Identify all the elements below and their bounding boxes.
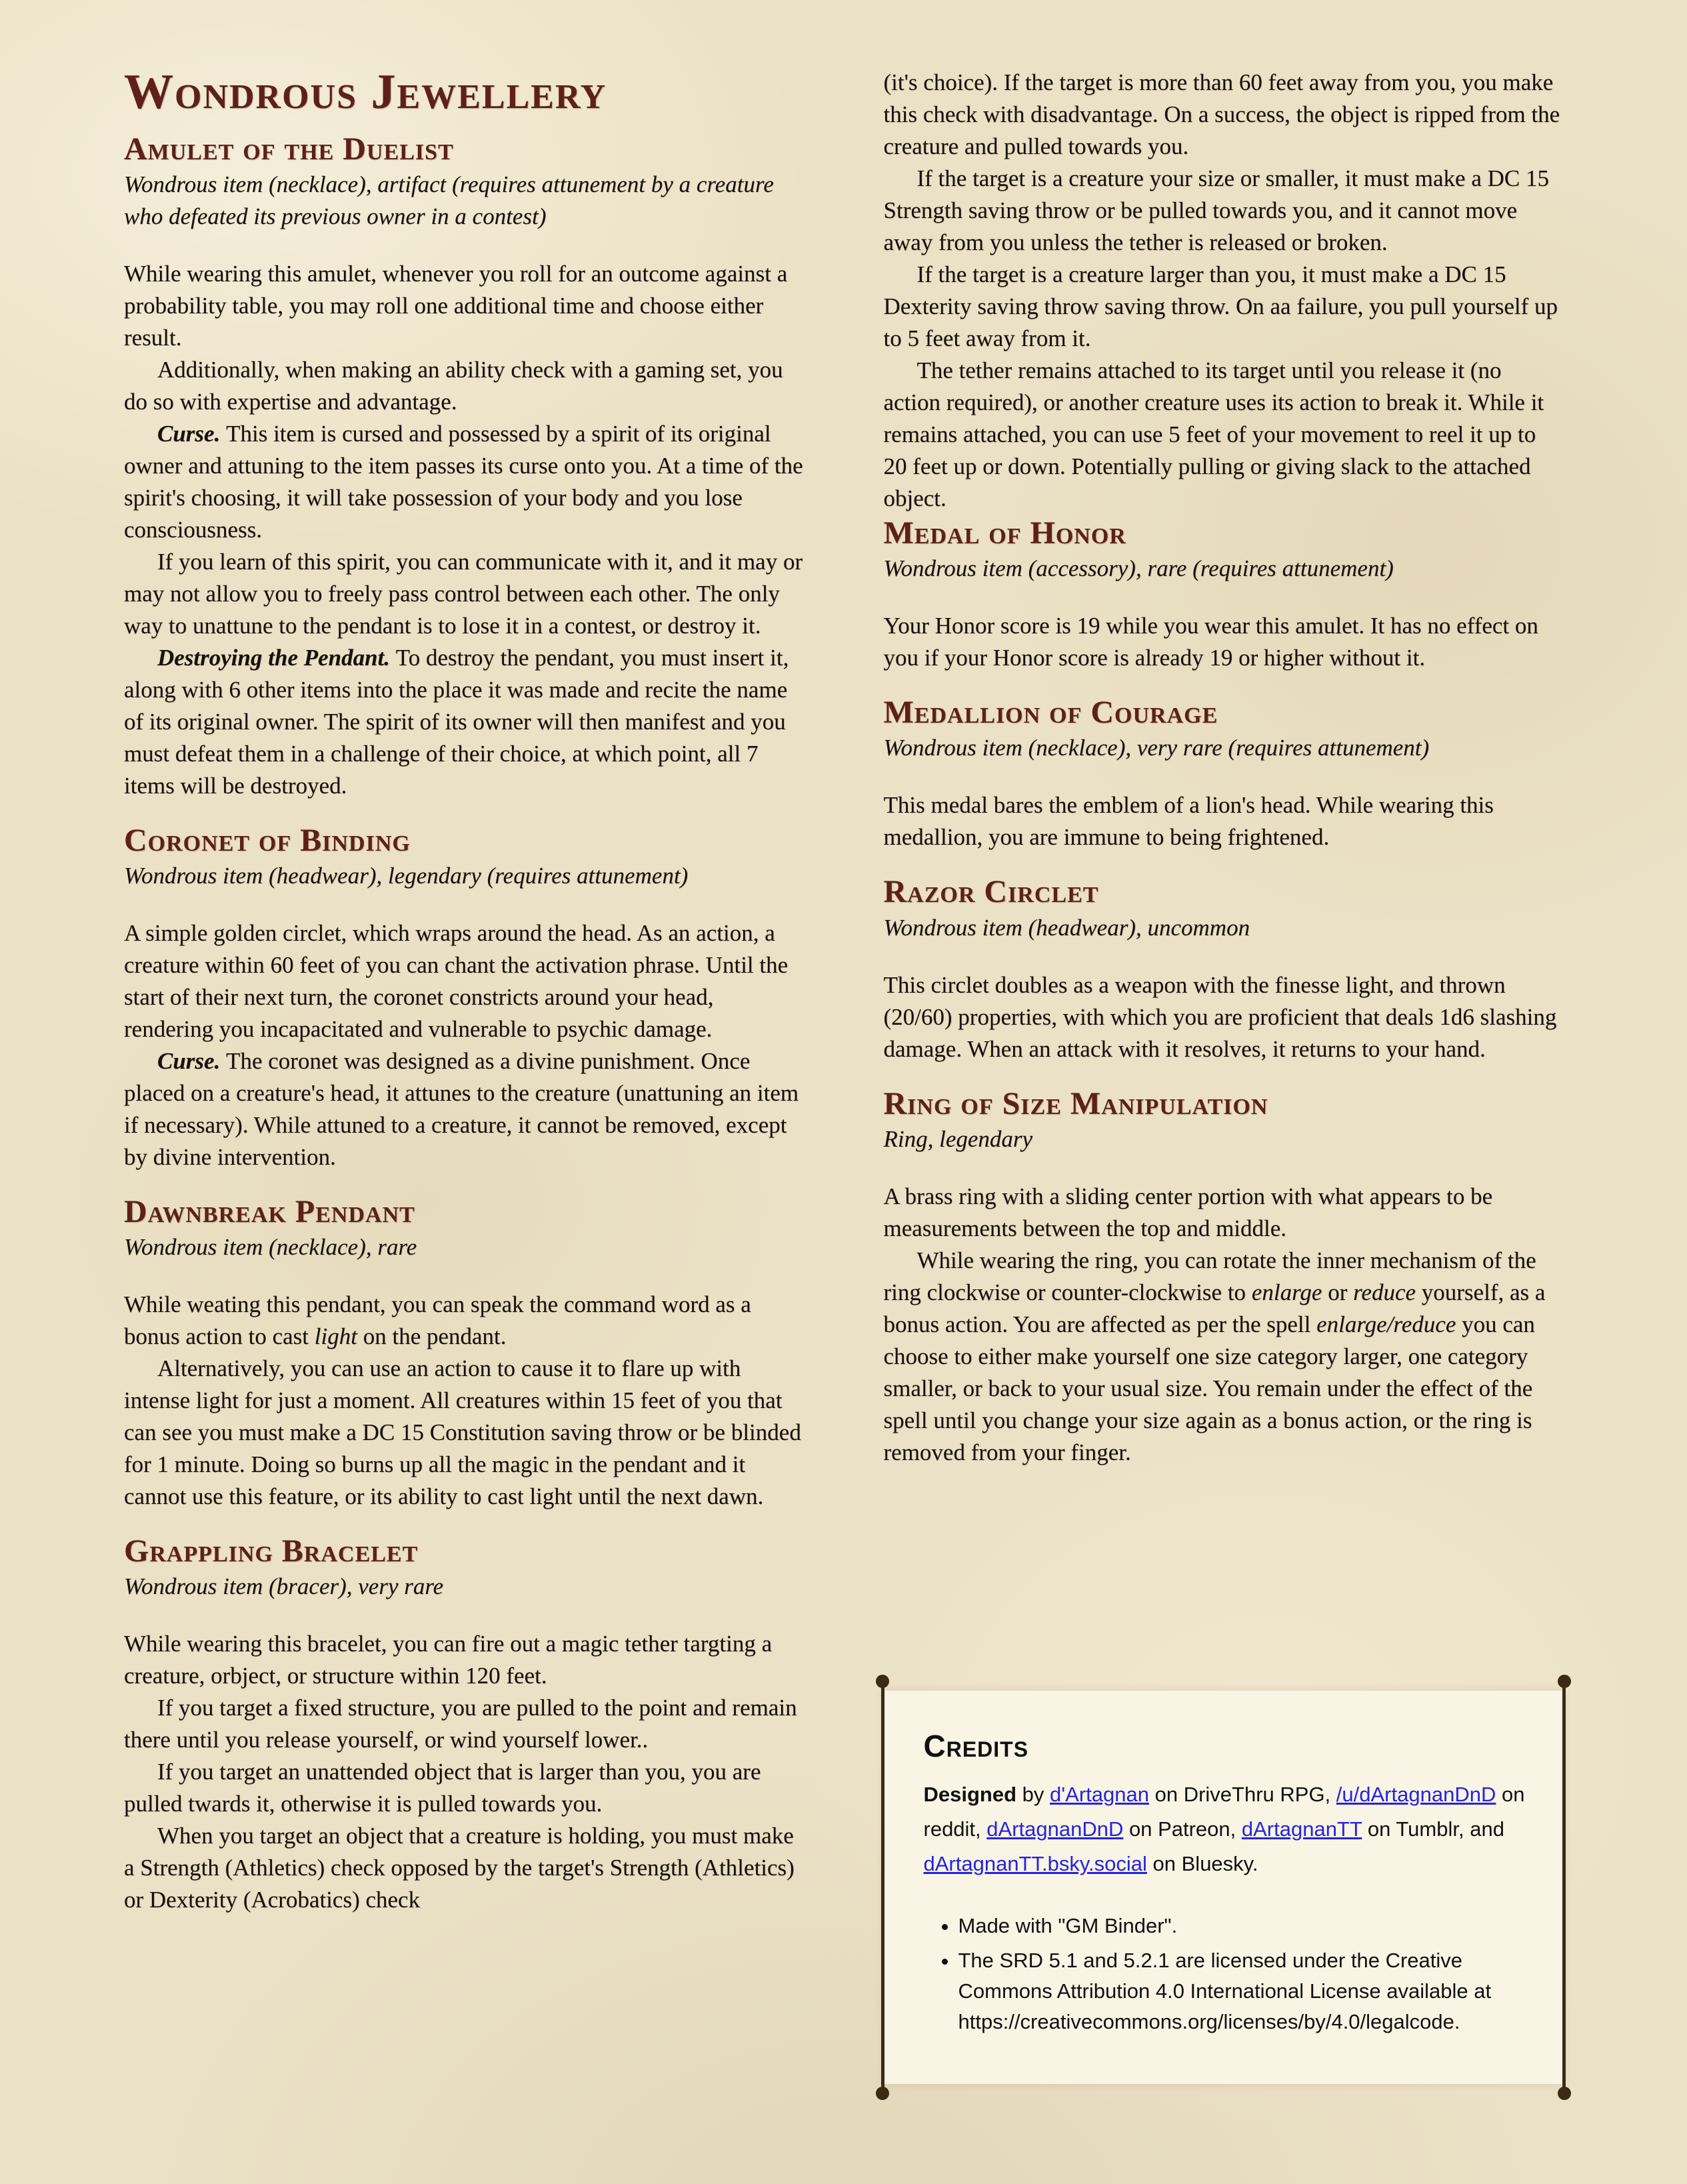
item-paragraph bbox=[884, 67, 1564, 163]
item-paragraph bbox=[124, 1353, 804, 1513]
item-subtitle: Ring, legendary bbox=[883, 1125, 1033, 1152]
text-segment: A brass ring with a sliding center portion with what appears to be measurements between the top and middle. bbox=[883, 1183, 1493, 1241]
text-segment: light bbox=[314, 1323, 357, 1350]
credits-bullets bbox=[924, 1911, 1526, 2037]
credits-box bbox=[884, 1691, 1564, 2084]
credits-link[interactable]: dArtagnanTT bbox=[1241, 1817, 1362, 1841]
corner-pin-icon bbox=[1558, 2087, 1571, 2100]
text-segment: If you target a fixed structure, you are pulled to the point and remain there until you release yourself, or wind yourself lower.. bbox=[124, 1695, 797, 1753]
text-segment: The tether remains attached to its target until you release it (no action required), or another creature uses its action to break it. While it remains attached, you can use 5 feet of your movement to reel it up to 20 feet up or down. Potentially pulling or giving slack to the attached object. bbox=[883, 357, 1544, 511]
item-section bbox=[124, 1533, 804, 1916]
item-paragraph bbox=[124, 1756, 804, 1820]
item-paragraph bbox=[124, 1692, 804, 1756]
item-paragraph bbox=[884, 969, 1564, 1065]
continuation-paragraphs bbox=[884, 67, 1564, 515]
item-section bbox=[124, 822, 804, 1173]
item-paragraph bbox=[884, 1181, 1564, 1245]
item-subtitle: Wondrous item (necklace), very rare (requires attunement) bbox=[883, 735, 1430, 761]
page-title: Wondrous Jewellery bbox=[124, 65, 607, 119]
item-section bbox=[884, 1085, 1564, 1469]
corner-pin-icon bbox=[876, 2087, 889, 2100]
item-paragraph bbox=[884, 259, 1564, 355]
text-segment: If you target an unattended object that is larger than you, you are pulled twards it, otherwise it is pulled towards you. bbox=[124, 1759, 761, 1817]
item-paragraph bbox=[124, 1045, 804, 1173]
text-segment: This medal bares the emblem of a lion's head. While wearing this medallion, you are immune to being frightened. bbox=[883, 792, 1494, 851]
item-paragraph bbox=[124, 1820, 804, 1916]
item-paragraph bbox=[884, 789, 1564, 853]
item-section bbox=[124, 131, 804, 802]
credits-bullet bbox=[958, 1911, 1526, 1941]
text-segment: on Patreon, bbox=[1123, 1817, 1242, 1841]
text-segment: While weating this pendant, you can speak the command word as a bonus action to cast bbox=[124, 1291, 751, 1350]
item-paragraph bbox=[124, 354, 804, 418]
section-heading: Ring of Size Manipulation bbox=[883, 1085, 1268, 1121]
item-section bbox=[124, 1193, 804, 1513]
text-segment: A simple golden circlet, which wraps around the head. As an action, a creature within 60 feet of you can chant the activation phrase. Until the start of their next turn, the coronet constricts around your head, rendering you incapacitated and vulnerable to psychic damage. bbox=[124, 920, 789, 1043]
item-subtitle: Wondrous item (necklace), artifact (requires attunement by a creature who defeated its previous owner in a contest) bbox=[124, 171, 774, 229]
item-subtitle: Wondrous item (headwear), legendary (requires attunement) bbox=[124, 863, 689, 889]
text-segment: or bbox=[1322, 1279, 1354, 1305]
text-segment: If you learn of this spirit, you can communicate with it, and it may or may not allow you to freely pass control between each other. The only way to unattune to the pendant is to lose it in a contest, or destroy it. bbox=[124, 548, 803, 639]
text-segment: The SRD 5.1 and 5.2.1 are licensed under the Creative Commons Attribution 4.0 International License available at https://creativecommons.org/licenses/by/4.0/legalcode. bbox=[958, 1949, 1492, 2033]
item-paragraph bbox=[884, 163, 1564, 259]
section-heading: Razor Circlet bbox=[883, 874, 1099, 910]
left-column bbox=[124, 67, 804, 2084]
section-heading: Coronet of Binding bbox=[124, 822, 411, 858]
corner-pin-icon bbox=[1558, 1675, 1571, 1688]
credits-link[interactable]: /u/dArtagnanDnD bbox=[1336, 1783, 1496, 1806]
section-heading: Dawnbreak Pendant bbox=[124, 1194, 415, 1230]
item-subtitle: Wondrous item (necklace), rare bbox=[124, 1234, 417, 1261]
text-segment: on DriveThru RPG, bbox=[1148, 1783, 1336, 1806]
text-segment: on the pendant. bbox=[357, 1323, 507, 1350]
item-paragraph bbox=[124, 1289, 804, 1353]
text-segment: you can choose to either make yourself one size category larger, one category smaller, or back to your usual size. You remain under the effect of the spell until you change your size again as a bonus action, or the ring is removed from your finger. bbox=[883, 1311, 1535, 1465]
credits-link[interactable]: dArtagnanTT.bsky.social bbox=[923, 1852, 1147, 1875]
item-section bbox=[884, 694, 1564, 853]
text-segment: Designed bbox=[923, 1783, 1017, 1806]
text-segment: Alternatively, you can use an action to cause it to flare up with intense light for just a moment. All creatures within 15 feet of you that can see you must make a DC 15 Constitution saving throw or be blinded for 1 minute. Doing so burns up all the magic in the pendant and it cannot use this feature, or its ability to cast light until the next dawn. bbox=[124, 1355, 801, 1510]
section-heading: Amulet of the Duelist bbox=[124, 131, 454, 167]
credits-bullet bbox=[958, 1945, 1526, 2037]
text-segment: Curse. bbox=[157, 1048, 227, 1075]
text-segment: (it's choice). If the target is more than 60 feet away from you, you make this check with disadvantage. On a success, the object is ripped from the creature and pulled towards you. bbox=[883, 69, 1560, 159]
item-paragraph bbox=[124, 546, 804, 642]
item-paragraph bbox=[124, 418, 804, 546]
corner-pin-icon bbox=[876, 1675, 889, 1688]
text-segment: This item is cursed and possessed by a spirit of its original owner and attuning to the item passes its curse onto you. At a time of the spirit's choosing, it will take possession of your body and you lose consciousness. bbox=[124, 420, 803, 543]
text-segment: When you target an object that a creature is holding, you must make a Strength (Athletics) check opposed by the target's Strength (Athletics) or Dexterity (Acrobatics) check bbox=[124, 1823, 795, 1913]
text-segment: yourself, as a bonus action. You are affected as per the spell bbox=[883, 1279, 1546, 1337]
credits-designed-line bbox=[924, 1777, 1526, 1881]
right-sections bbox=[884, 515, 1564, 1469]
item-paragraph bbox=[884, 355, 1564, 515]
item-subtitle: Wondrous item (headwear), uncommon bbox=[883, 914, 1250, 941]
text-segment: Additionally, when making an ability check with a gaming set, you do so with expertise and advantage. bbox=[124, 356, 783, 415]
item-section bbox=[884, 873, 1564, 1065]
text-segment: on Tumblr, and bbox=[1362, 1817, 1504, 1841]
item-paragraph bbox=[124, 1628, 804, 1692]
item-paragraph bbox=[124, 642, 804, 802]
text-segment: Curse. bbox=[157, 420, 227, 447]
text-segment: enlarge/reduce bbox=[1316, 1311, 1456, 1337]
item-paragraph bbox=[884, 1245, 1564, 1469]
text-segment: enlarge bbox=[1251, 1279, 1322, 1305]
credits-heading: Credits bbox=[923, 1729, 1029, 1763]
credits-link[interactable]: dArtagnanDnD bbox=[986, 1817, 1124, 1841]
text-segment: on reddit, bbox=[923, 1783, 1525, 1841]
text-segment: If the target is a creature larger than you, it must make a DC 15 Dexterity saving throw saving throw. On aa failure, you pull yourself up to 5 feet away from it. bbox=[883, 261, 1558, 351]
item-paragraph bbox=[884, 610, 1564, 674]
section-heading: Medal of Honor bbox=[883, 515, 1126, 551]
text-segment: While wearing this bracelet, you can fire out a magic tether targting a creature, orbject, or structure within 120 feet. bbox=[124, 1631, 773, 1689]
text-segment: on Bluesky. bbox=[1146, 1852, 1258, 1875]
left-sections bbox=[124, 131, 804, 1917]
text-segment: If the target is a creature your size or smaller, it must make a DC 15 Strength saving throw or be pulled towards you, and it cannot move away from you unless the tether is released or broken. bbox=[883, 165, 1549, 255]
credits-link[interactable]: d'Artagnan bbox=[1050, 1783, 1149, 1806]
text-segment: reduce bbox=[1353, 1279, 1416, 1305]
text-segment: Made with "GM Binder". bbox=[958, 1914, 1178, 1937]
item-paragraph bbox=[124, 258, 804, 354]
section-heading: Medallion of Courage bbox=[883, 695, 1218, 731]
text-segment: While wearing the ring, you can rotate the inner mechanism of the ring clockwise or counter-clockwise to bbox=[883, 1247, 1536, 1305]
item-subtitle: Wondrous item (bracer), very rare bbox=[124, 1573, 444, 1600]
right-column bbox=[884, 67, 1564, 2084]
text-segment: While wearing this amulet, whenever you roll for an outcome against a probability table, you may roll one additional time and choose either result. bbox=[124, 260, 788, 351]
item-paragraph bbox=[124, 917, 804, 1045]
text-segment: To destroy the pendant, you must insert it, along with 6 other items into the place it was made and recite the name of its original owner. The spirit of its owner will then manifest and you must defeat them in a challenge of their choice, at which point, all 7 items will be destroyed. bbox=[124, 644, 789, 799]
item-subtitle: Wondrous item (accessory), rare (requires attunement) bbox=[883, 555, 1394, 582]
text-segment: This circlet doubles as a weapon with the finesse light, and thrown (20/60) properties, with which you are proficient that deals 1d6 slashing damage. When an attack with it resolves, it returns to your hand. bbox=[883, 971, 1557, 1062]
text-segment: The coronet was designed as a divine punishment. Once placed on a creature's head, it attunes to the creature (unattuning an item if necessary). While attuned to a creature, it cannot be removed, except by divine intervention. bbox=[124, 1048, 799, 1171]
section-heading: Grappling Bracelet bbox=[124, 1533, 419, 1569]
text-segment: Your Honor score is 19 while you wear this amulet. It has no effect on you if your Honor score is already 19 or higher without it. bbox=[883, 613, 1538, 671]
item-section bbox=[884, 515, 1564, 674]
text-segment: Destroying the Pendant. bbox=[157, 644, 396, 671]
text-segment: by bbox=[1016, 1783, 1050, 1806]
